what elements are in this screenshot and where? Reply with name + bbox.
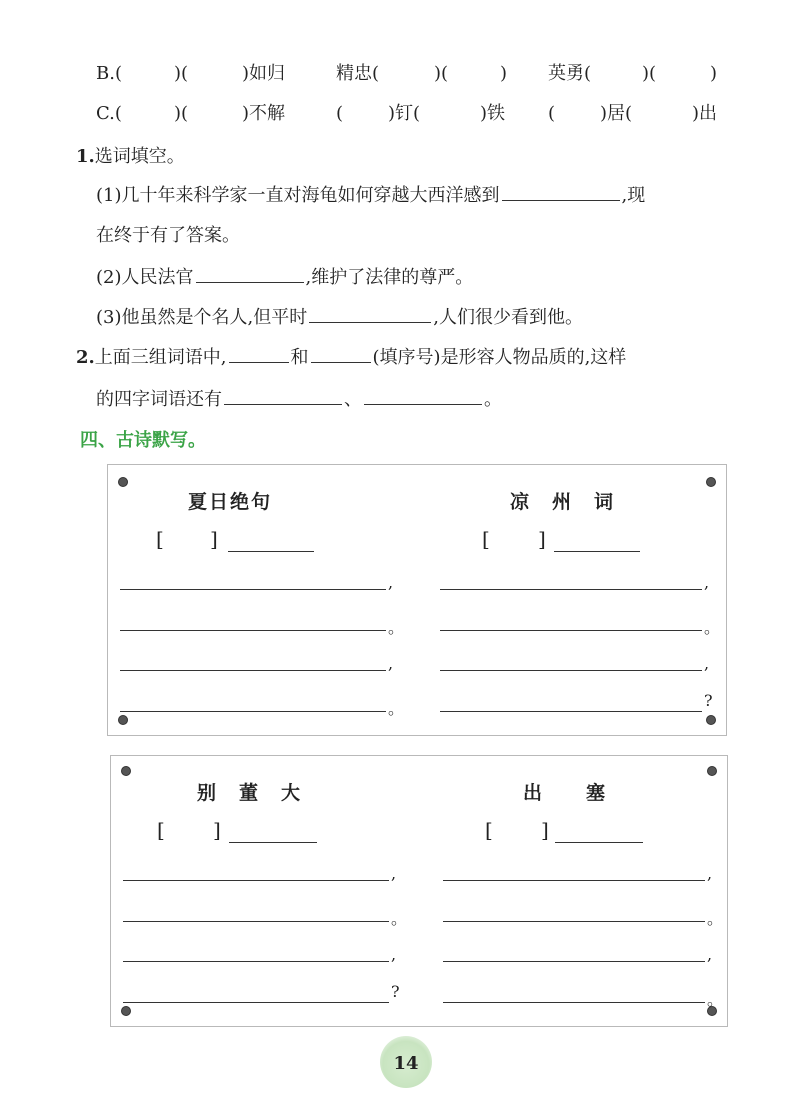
sentence-text: (1)几十年来科学家一直对海龟如何穿越大西洋感到 (96, 185, 500, 206)
dynasty-bracket-open: [ (156, 527, 164, 551)
option-b-paren: )( (642, 63, 657, 84)
sentence-2 (96, 264, 473, 290)
question-2 (76, 344, 626, 370)
verse-line[interactable] (120, 589, 386, 590)
sentence-text: ,现 (621, 185, 646, 206)
option-c-word2: )钉( (388, 103, 421, 124)
option-b-word2: 精忠( (336, 63, 380, 84)
poem-card-top (107, 464, 727, 736)
verse-punct: 。 (388, 618, 405, 637)
poem-card-bottom (110, 755, 728, 1027)
option-b-label: B.( (96, 63, 122, 84)
poem-title: 出 塞 (523, 782, 608, 804)
sentence-text: ,维护了法律的尊严。 (305, 267, 474, 288)
verse-punct: , (388, 654, 394, 673)
answer-blank[interactable] (364, 386, 482, 405)
screw-icon (707, 766, 717, 776)
verse-punct: 。 (707, 909, 724, 928)
option-c-word2b: )铁 (480, 103, 506, 124)
verse-punct: , (391, 864, 397, 883)
option-c-paren: ( (336, 103, 344, 124)
verse-line[interactable] (120, 670, 386, 671)
sentence-text: (3)他虽然是个名人,但平时 (96, 307, 308, 328)
question-text: 选词填空。 (94, 146, 185, 167)
dynasty-bracket-close: ] (210, 527, 218, 551)
author-blank[interactable] (228, 551, 314, 552)
option-b-word3: 英勇( (548, 63, 592, 84)
option-b-word1: )如归 (242, 63, 286, 84)
verse-punct: , (707, 864, 713, 883)
verse-punct: 。 (391, 909, 408, 928)
option-c-label: C.( (96, 103, 122, 124)
option-c-paren: ( (548, 103, 556, 124)
question-text: 的四字词语还有 (96, 389, 222, 410)
answer-blank[interactable] (229, 344, 289, 363)
verse-line[interactable] (123, 880, 389, 881)
option-c-word3: )居( (600, 103, 633, 124)
option-b-paren: ) (500, 63, 508, 84)
verse-line[interactable] (123, 961, 389, 962)
verse-line[interactable] (440, 711, 702, 712)
question-2-cont (96, 386, 502, 412)
verse-punct: , (388, 573, 394, 592)
verse-line[interactable] (120, 711, 386, 712)
sentence-text: (2)人民法官 (96, 267, 194, 288)
answer-blank[interactable] (502, 182, 620, 201)
verse-line[interactable] (443, 921, 705, 922)
sentence-3 (96, 304, 583, 330)
verse-punct: 。 (707, 990, 724, 1009)
question-text: 和 (290, 347, 309, 368)
option-c-word1: )不解 (242, 103, 286, 124)
author-blank[interactable] (555, 842, 643, 843)
answer-blank[interactable] (311, 344, 371, 363)
question-number: 2. (76, 347, 95, 368)
screw-icon (706, 715, 716, 725)
screw-icon (121, 1006, 131, 1016)
verse-line[interactable] (443, 961, 705, 962)
verse-punct: , (704, 654, 710, 673)
poem-title: 凉 州 词 (510, 491, 616, 513)
screw-icon (118, 477, 128, 487)
question-text: 。 (484, 389, 502, 410)
author-blank[interactable] (554, 551, 640, 552)
page-number: 14 (380, 1036, 432, 1088)
option-b-paren: ) (710, 63, 718, 84)
dynasty-bracket-open: [ (482, 527, 490, 551)
dynasty-bracket-open: [ (157, 818, 165, 842)
dynasty-bracket-open: [ (485, 818, 493, 842)
verse-line[interactable] (440, 589, 702, 590)
verse-punct: , (391, 945, 397, 964)
verse-punct: 。 (388, 699, 405, 718)
dynasty-bracket-close: ] (213, 818, 221, 842)
option-b-paren: )( (174, 63, 189, 84)
option-b-paren: )( (434, 63, 449, 84)
verse-line[interactable] (123, 921, 389, 922)
option-c-paren: )( (174, 103, 189, 124)
sentence-text: 在终于有了答案。 (96, 225, 240, 246)
verse-line[interactable] (440, 630, 702, 631)
verse-punct: ? (391, 982, 400, 1001)
screw-icon (118, 715, 128, 725)
answer-blank[interactable] (309, 304, 431, 323)
sentence-1 (96, 182, 645, 208)
question-number: 1. (76, 146, 95, 167)
verse-line[interactable] (120, 630, 386, 631)
screw-icon (706, 477, 716, 487)
sentence-1-cont (96, 224, 240, 248)
verse-punct: 。 (704, 618, 721, 637)
poem-title: 别 董 大 (197, 782, 303, 804)
section-title: 四、古诗默写。 (80, 430, 206, 451)
question-text: 上面三组词语中, (94, 347, 227, 368)
answer-blank[interactable] (224, 386, 342, 405)
question-1-heading (76, 145, 185, 169)
verse-line[interactable] (440, 670, 702, 671)
question-text: 、 (344, 389, 362, 410)
question-text: (填序号)是形容人物品质的,这样 (372, 347, 627, 368)
verse-punct: ? (704, 691, 713, 710)
option-c-word3b: )出 (692, 103, 718, 124)
verse-line[interactable] (123, 1002, 389, 1003)
verse-line[interactable] (443, 880, 705, 881)
screw-icon (121, 766, 131, 776)
poem-title: 夏日绝句 (188, 491, 273, 513)
verse-line[interactable] (443, 1002, 705, 1003)
verse-punct: , (704, 573, 710, 592)
answer-blank[interactable] (196, 264, 304, 283)
sentence-text: ,人们很少看到他。 (433, 307, 583, 328)
dynasty-bracket-close: ] (538, 527, 546, 551)
dynasty-bracket-close: ] (541, 818, 549, 842)
author-blank[interactable] (229, 842, 317, 843)
verse-punct: , (707, 945, 713, 964)
